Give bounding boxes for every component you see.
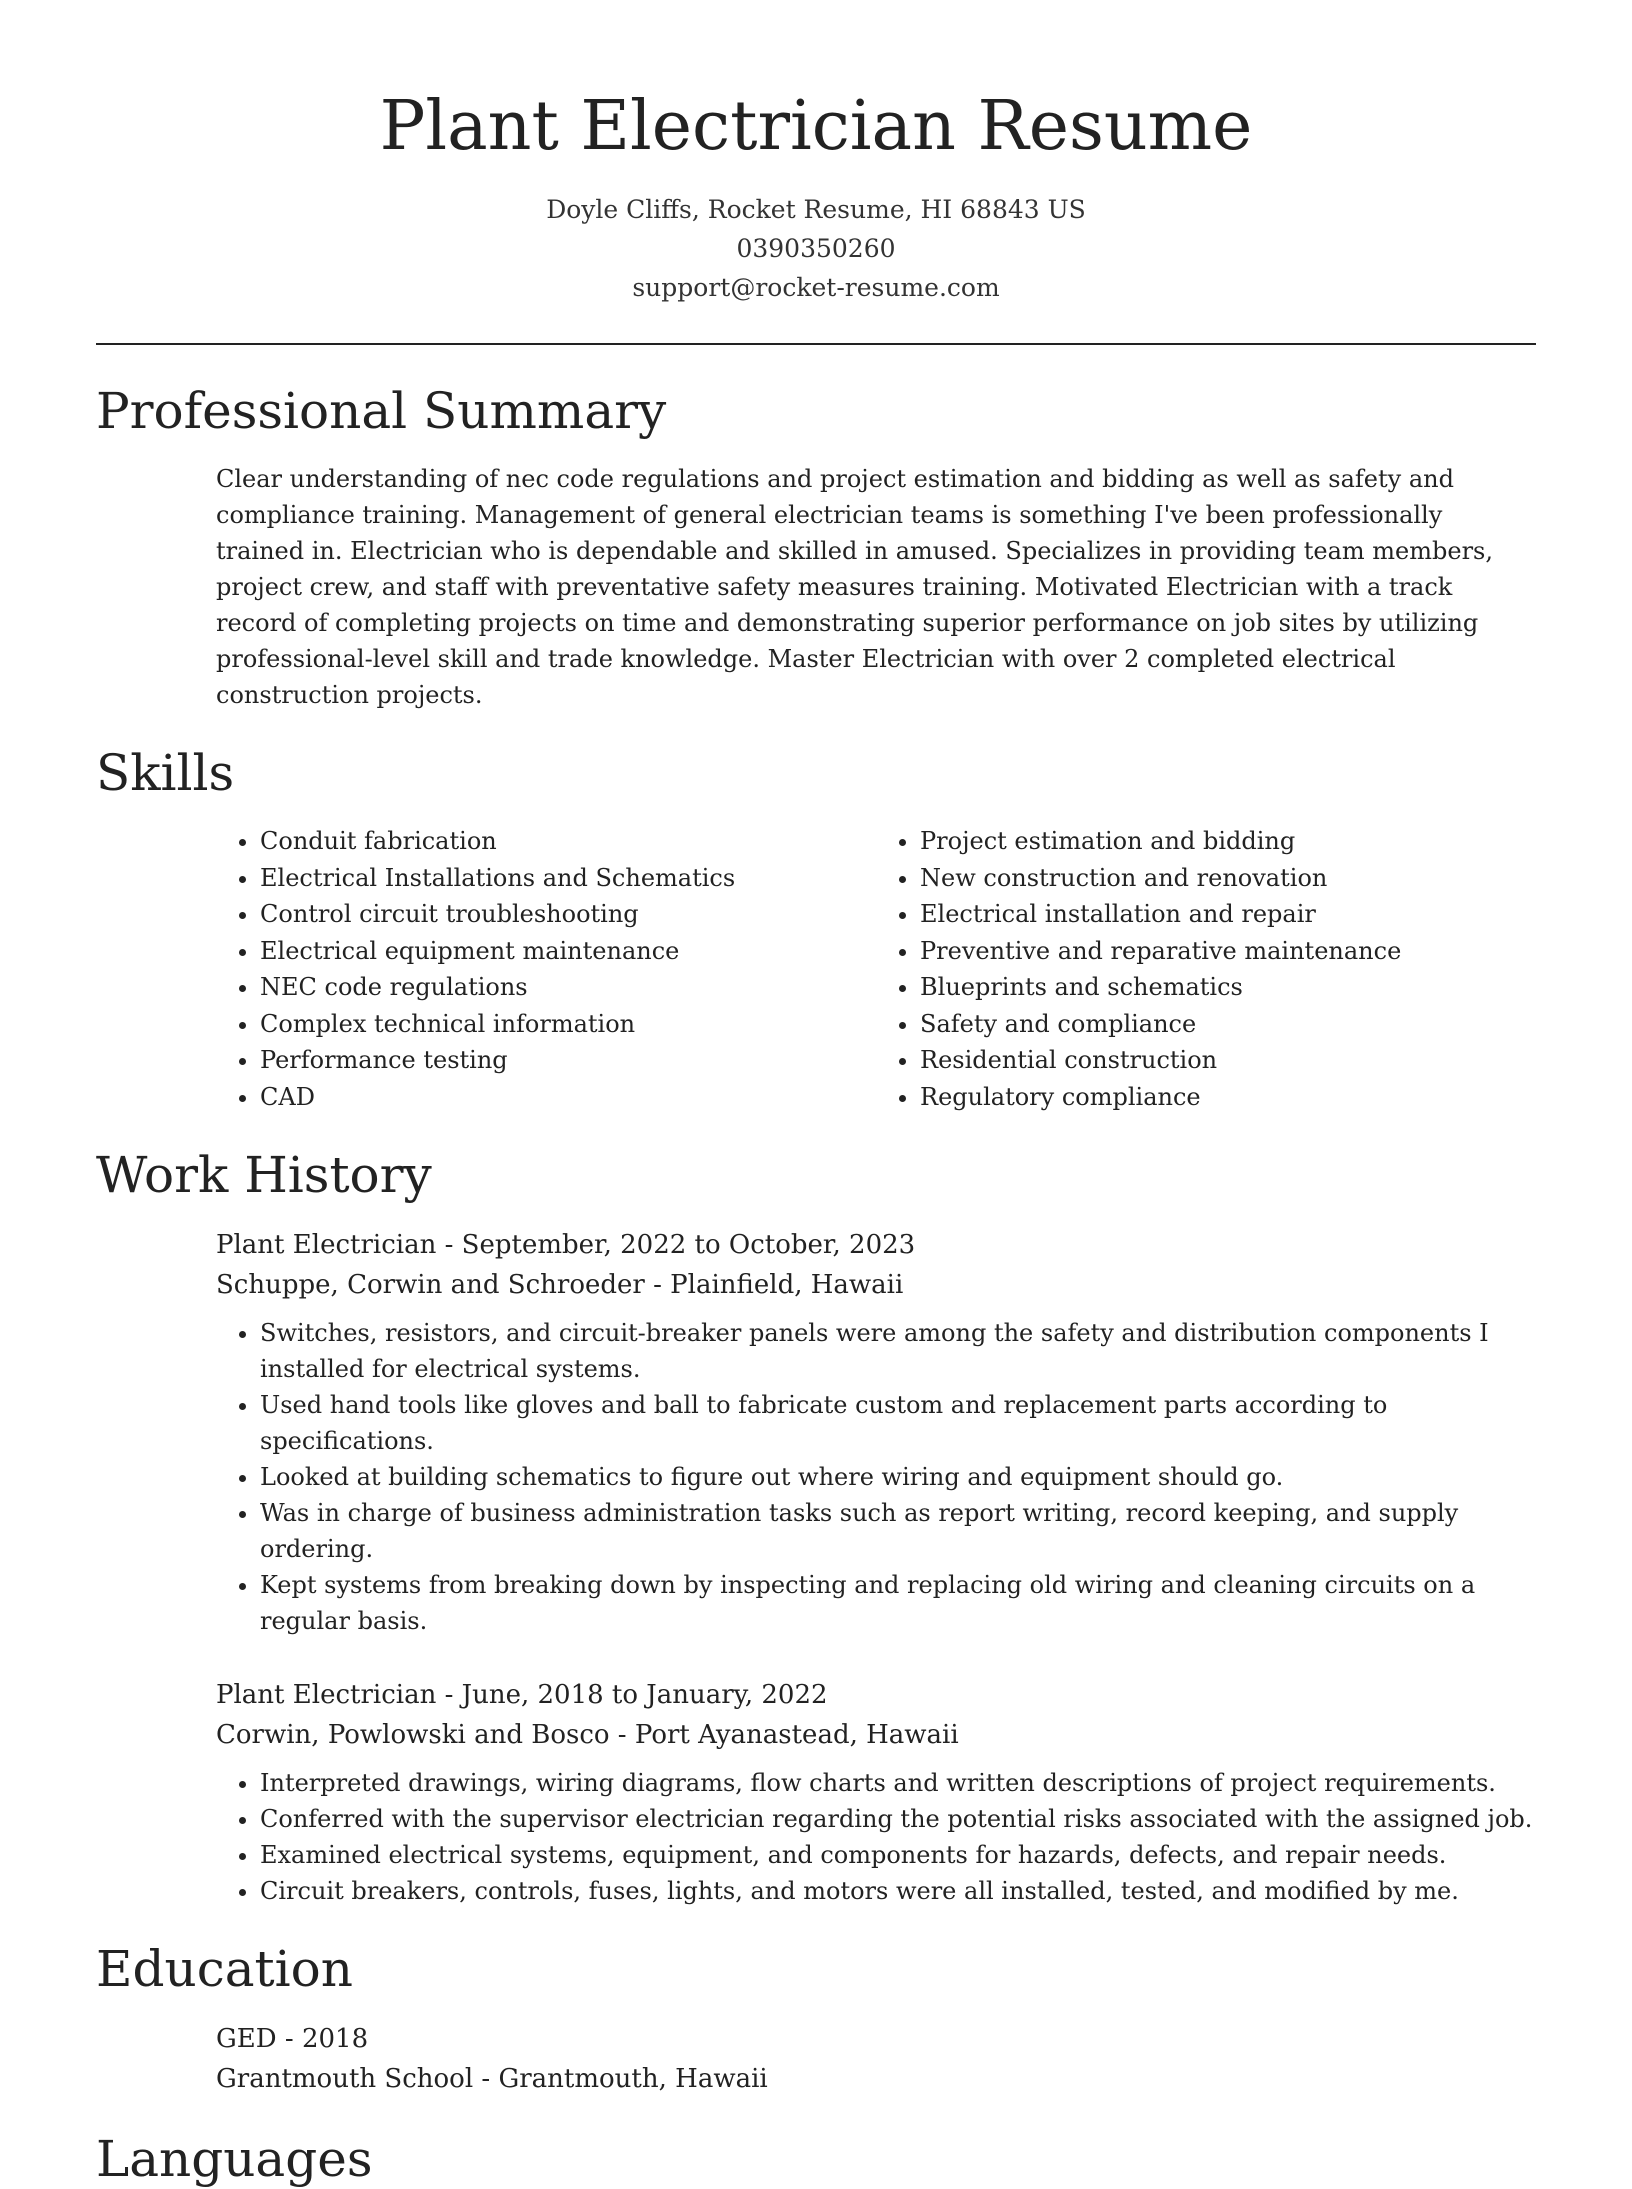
education-degree-line: GED - 2018: [216, 2024, 369, 2054]
skill-item: • Electrical Installations and Schematics: [260, 860, 876, 897]
job-location: Port Ayanastead, Hawaii: [634, 1720, 959, 1750]
job-bullet: • Was in charge of business administration tasks such as report writing, record keeping, and supply ordering.: [260, 1495, 1536, 1567]
summary-section: [96, 381, 1536, 713]
resume-header: [96, 0, 1536, 345]
skills-heading: Skills: [96, 744, 235, 802]
contact-block: [96, 190, 1536, 307]
skill-item: • Residential construction: [920, 1042, 1536, 1079]
job-title-line: Plant Electrician - June, 2018 to January, 2022: [216, 1680, 828, 1710]
job-bullet: • Kept systems from breaking down by inspecting and replacing old wiring and cleaning circuits on a regular basis.: [260, 1567, 1536, 1639]
job-bullet: • Looked at building schematics to figure out where wiring and equipment should go.: [260, 1459, 1536, 1495]
education-school: Grantmouth School: [216, 2064, 474, 2094]
skills-section: [96, 743, 1536, 1115]
skill-item: • Complex technical information: [260, 1006, 876, 1043]
job-location: Plainfield, Hawaii: [670, 1270, 904, 1300]
contact-address: Doyle Cliffs, Rocket Resume, HI 68843 US: [546, 195, 1086, 224]
skill-item: • Regulatory compliance: [920, 1079, 1536, 1116]
education-degree: GED: [216, 2024, 277, 2054]
languages-section: [96, 2129, 1536, 2189]
skill-item: • Blueprints and schematics: [920, 969, 1536, 1006]
job-bullets: [216, 1315, 1536, 1639]
job-title-line: Plant Electrician - September, 2022 to October, 2023: [216, 1230, 916, 1260]
skill-item: • NEC code regulations: [260, 969, 876, 1006]
job-company-line: Corwin, Powlowski and Bosco - Port Ayanastead, Hawaii: [216, 1720, 959, 1750]
skills-list-left: [216, 823, 876, 1115]
job-company: Schuppe, Corwin and Schroeder: [216, 1270, 645, 1300]
header-divider: [96, 343, 1536, 345]
job-entry: [216, 1225, 1536, 1639]
job-company: Corwin, Powlowski and Bosco: [216, 1720, 610, 1750]
skill-item: • Electrical installation and repair: [920, 896, 1536, 933]
summary-text: Clear understanding of nec code regulations and project estimation and bidding as well as safety and compliance training. Management of general electrician teams is something I've been professionally trained in. Electrician who is dependable and skilled in amused. Specializes in providing team members, project crew, and staff with preventative safety measures training. Motivated Electrician with a track record of completing projects on time and demonstrating superior performance on job sites by utilizing professional-level skill and trade knowledge. Master Electrician with over 2 completed electrical construction projects.: [216, 465, 1493, 709]
skills-list-right: [876, 823, 1536, 1115]
job-bullets: [216, 1765, 1536, 1909]
skill-item: • New construction and renovation: [920, 860, 1536, 897]
education-entry: [216, 2019, 1536, 2099]
job-dates: June, 2018 to January, 2022: [461, 1680, 828, 1710]
job-bullet: • Switches, resistors, and circuit-breaker panels were among the safety and distribution components I installed for electrical systems.: [260, 1315, 1536, 1387]
work-history-heading: Work History: [96, 1146, 432, 1204]
skill-item: • CAD: [260, 1079, 876, 1116]
skill-item: • Safety and compliance: [920, 1006, 1536, 1043]
job-bullet: • Conferred with the supervisor electrician regarding the potential risks associated with the assigned job.: [260, 1801, 1536, 1837]
skill-item: • Preventive and reparative maintenance: [920, 933, 1536, 970]
education-heading: Education: [96, 1940, 353, 1998]
job-bullet: • Examined electrical systems, equipment, and components for hazards, defects, and repair needs.: [260, 1837, 1536, 1873]
education-school-line: Grantmouth School - Grantmouth, Hawaii: [216, 2064, 768, 2094]
job-company-line: Schuppe, Corwin and Schroeder - Plainfield, Hawaii: [216, 1270, 904, 1300]
job-bullet: • Circuit breakers, controls, fuses, lights, and motors were all installed, tested, and modified by me.: [260, 1873, 1536, 1909]
resume-title: Plant Electrician Resume: [379, 87, 1253, 166]
contact-phone: 0390350260: [736, 234, 896, 263]
skill-item: • Conduit fabrication: [260, 823, 876, 860]
skills-grid: [216, 823, 1536, 1115]
education-location: Grantmouth, Hawaii: [498, 2064, 768, 2094]
skill-item: • Performance testing: [260, 1042, 876, 1079]
summary-heading: Professional Summary: [96, 382, 667, 440]
job-entry: [216, 1675, 1536, 1909]
job-title: Plant Electrician: [216, 1680, 437, 1710]
job-dates: September, 2022 to October, 2023: [461, 1230, 916, 1260]
job-bullet: • Used hand tools like gloves and ball to fabricate custom and replacement parts according to specifications.: [260, 1387, 1536, 1459]
skill-item: • Control circuit troubleshooting: [260, 896, 876, 933]
education-year: 2018: [301, 2024, 369, 2054]
job-title: Plant Electrician: [216, 1230, 437, 1260]
skill-item: • Electrical equipment maintenance: [260, 933, 876, 970]
work-history-section: [96, 1145, 1536, 1909]
languages-heading: Languages: [96, 2130, 373, 2188]
contact-email: support@rocket-resume.com: [632, 273, 1000, 302]
job-bullet: • Interpreted drawings, wiring diagrams, flow charts and written descriptions of project requirements.: [260, 1765, 1536, 1801]
education-section: [96, 1939, 1536, 2099]
skill-item: • Project estimation and bidding: [920, 823, 1536, 860]
resume-page: [96, 0, 1536, 2189]
